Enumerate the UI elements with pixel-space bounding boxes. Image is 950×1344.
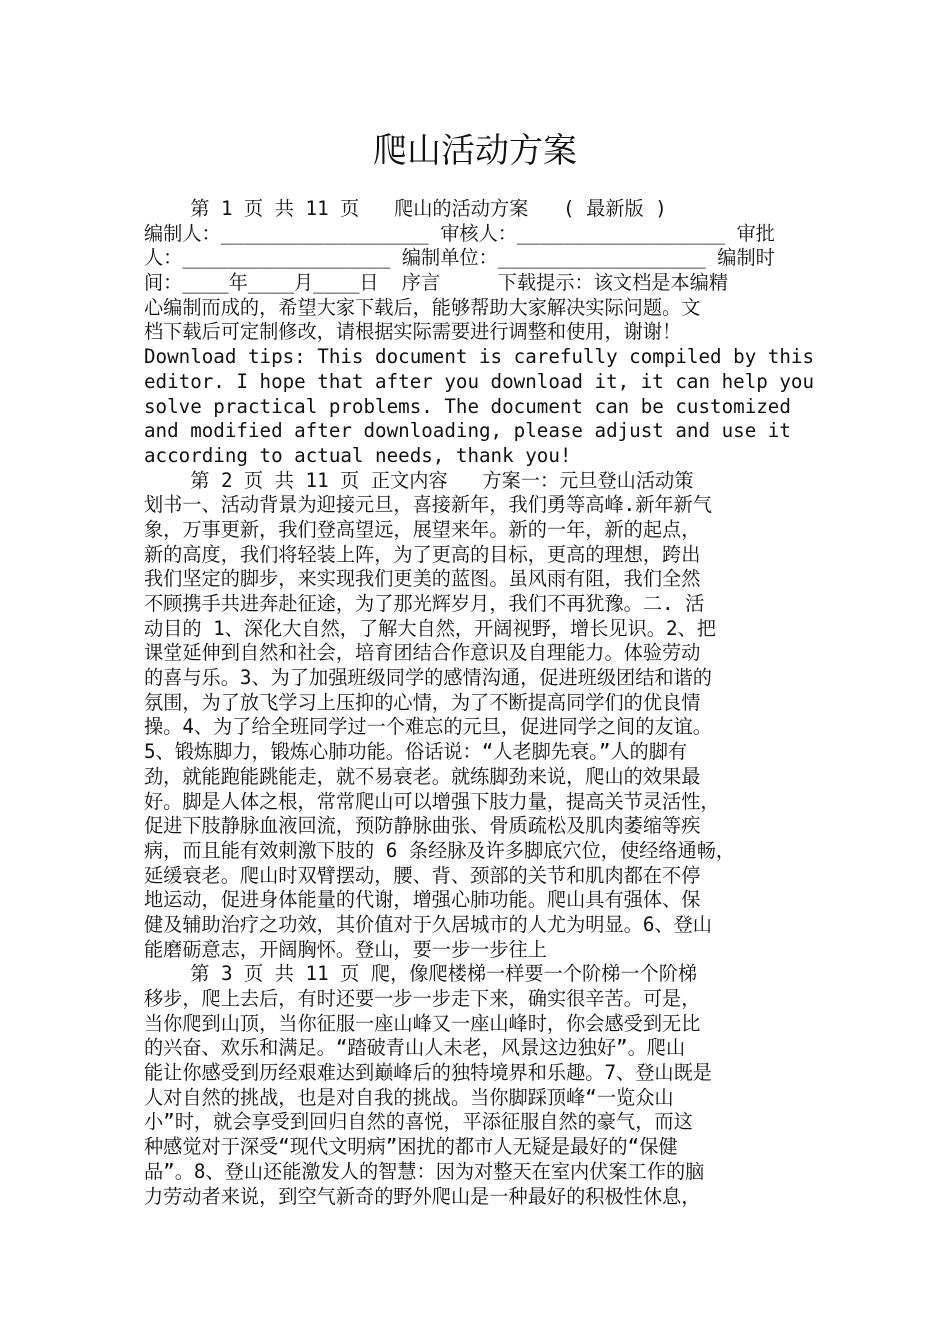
body-text-line: 的兴奋、欢乐和满足。“踏破青山人未老，风景这边独好”。爬山 xyxy=(144,1036,686,1060)
body-text-line: 人对自然的挑战，也是对自我的挑战。当你脚踩顶峰“一览众山 xyxy=(144,1085,674,1109)
body-text-line: and modified after downloading, please adjust and use it xyxy=(144,419,791,443)
body-text-line: 促进下肢静脉血液回流，预防静脉曲张、骨质疏松及肌肉萎缩等疾 xyxy=(144,814,701,838)
body-text-line: 好。脚是人体之根，常常爬山可以增强下肢力量，提高关节灵活性， xyxy=(144,789,720,813)
body-text-line: 划书一、活动背景为迎接元旦，喜接新年，我们勇等高峰.新年新气 xyxy=(144,493,712,517)
body-text-line: editor. I hope that after you download it, it can help you xyxy=(144,369,815,393)
body-text-line: 编制人：__________________ 审核人：__________________ 审批 xyxy=(144,221,775,245)
body-text-line: 第 2 页 共 11 页 正文内容 方案一：元旦登山活动策 xyxy=(144,468,694,492)
body-text-line: 健及辅助治疗之功效，其价值对于久居城市的人尤为明显。6、登山 xyxy=(144,912,712,936)
body-text-line: 操。4、为了给全班同学过一个难忘的元旦，促进同学之间的友谊。 xyxy=(144,715,712,739)
body-text-line: 人：__________________ 编制单位：__________________ 编制时 xyxy=(144,246,775,270)
body-text-line: 象，万事更新，我们登高望远，展望来年。新的一年，新的起点， xyxy=(144,517,701,541)
body-text-line: according to actual needs, thank you! xyxy=(144,443,572,467)
body-text-line: 小”时，就会享受到回归自然的喜悦，平添征服自然的豪气，而这 xyxy=(144,1110,693,1134)
body-text-line: 延缓衰老。爬山时双臂摆动，腰、背、颈部的关节和肌肉都在不停 xyxy=(144,863,701,887)
body-text-line: 课堂延伸到自然和社会，培育团结合作意识及自理能力。体验劳动 xyxy=(144,641,701,665)
body-text-line: 病，而且能有效刺激下肢的 6 条经脉及许多脚底穴位，使经络通畅， xyxy=(144,838,736,862)
body-text-line: 种感觉对于深受“现代文明病”困扰的都市人无疑是最好的“保健 xyxy=(144,1135,678,1159)
body-text-line: solve practical problems. The document can be customized xyxy=(144,394,791,418)
body-text-line: 新的高度，我们将轻装上阵，为了更高的目标，更高的理想，跨出 xyxy=(144,542,701,566)
body-text-line: 力劳动者来说，到空气新奇的野外爬山是一种最好的积极性休息， xyxy=(144,1184,701,1208)
body-text-line: 能磨砺意志，开阔胸怀。登山，要一步一步往上 xyxy=(144,937,547,961)
body-text-line: 心编制而成的，希望大家下载后，能够帮助大家解决实际问题。文 xyxy=(144,295,701,319)
document-body xyxy=(144,197,815,1209)
body-text-line: 能让你感受到历经艰难达到巅峰后的独特境界和乐趣。7、登山既是 xyxy=(144,1061,712,1085)
body-text-line: 氛围，为了放飞学习上压抑的心情，为了不断提高同学们的优良情 xyxy=(144,690,701,714)
body-text-line: 的喜与乐。3、为了加强班级同学的感情沟通，促进班级团结和谐的 xyxy=(144,666,712,690)
body-text-line: 5、锻炼脚力，锻炼心肺功能。俗话说：“人老脚先衰。”人的脚有 xyxy=(144,740,688,764)
body-text-line: 地运动，促进身体能量的代谢，增强心肺功能。爬山具有强体、保 xyxy=(144,888,701,912)
body-text-line: 动目的 1、深化大自然，了解大自然，开阔视野，增长见识。2、把 xyxy=(144,616,716,640)
body-text-line: 不顾携手共进奔赴征途，为了那光辉岁月，我们不再犹豫。二. 活 xyxy=(144,592,705,615)
document-title: 爬山活动方案 xyxy=(373,131,577,171)
body-text-line: 第 3 页 共 11 页 爬，像爬楼梯一样要一个阶梯一个阶梯 xyxy=(144,962,698,986)
body-text-line: 劲，就能跑能跳能走，就不易衰老。就练脚劲来说，爬山的效果最 xyxy=(144,764,701,788)
body-text-line: 档下载后可定制修改，请根据实际需要进行调整和使用，谢谢！ xyxy=(144,320,682,344)
body-text-line: 移步，爬上去后，有时还要一步一步走下来，确实很辛苦。可是， xyxy=(144,987,701,1010)
body-text-line: 间：____年____月____日 序言 下载提示：该文档是本编精 xyxy=(144,271,729,295)
body-text-line: 第 1 页 共 11 页 爬山的活动方案 ( 最新版 ) xyxy=(144,197,667,220)
body-text-line: 品”。8、登山还能激发人的智慧：因为对整天在室内伏案工作的脑 xyxy=(144,1159,705,1183)
body-text-line: 当你爬到山顶，当你征服一座山峰又一座山峰时，你会感受到无比 xyxy=(144,1011,701,1035)
body-text-line: 我们坚定的脚步，来实现我们更美的蓝图。虽风雨有阻，我们全然 xyxy=(144,567,701,591)
body-text-line: Download tips: This document is carefully compiled by this xyxy=(144,345,815,369)
